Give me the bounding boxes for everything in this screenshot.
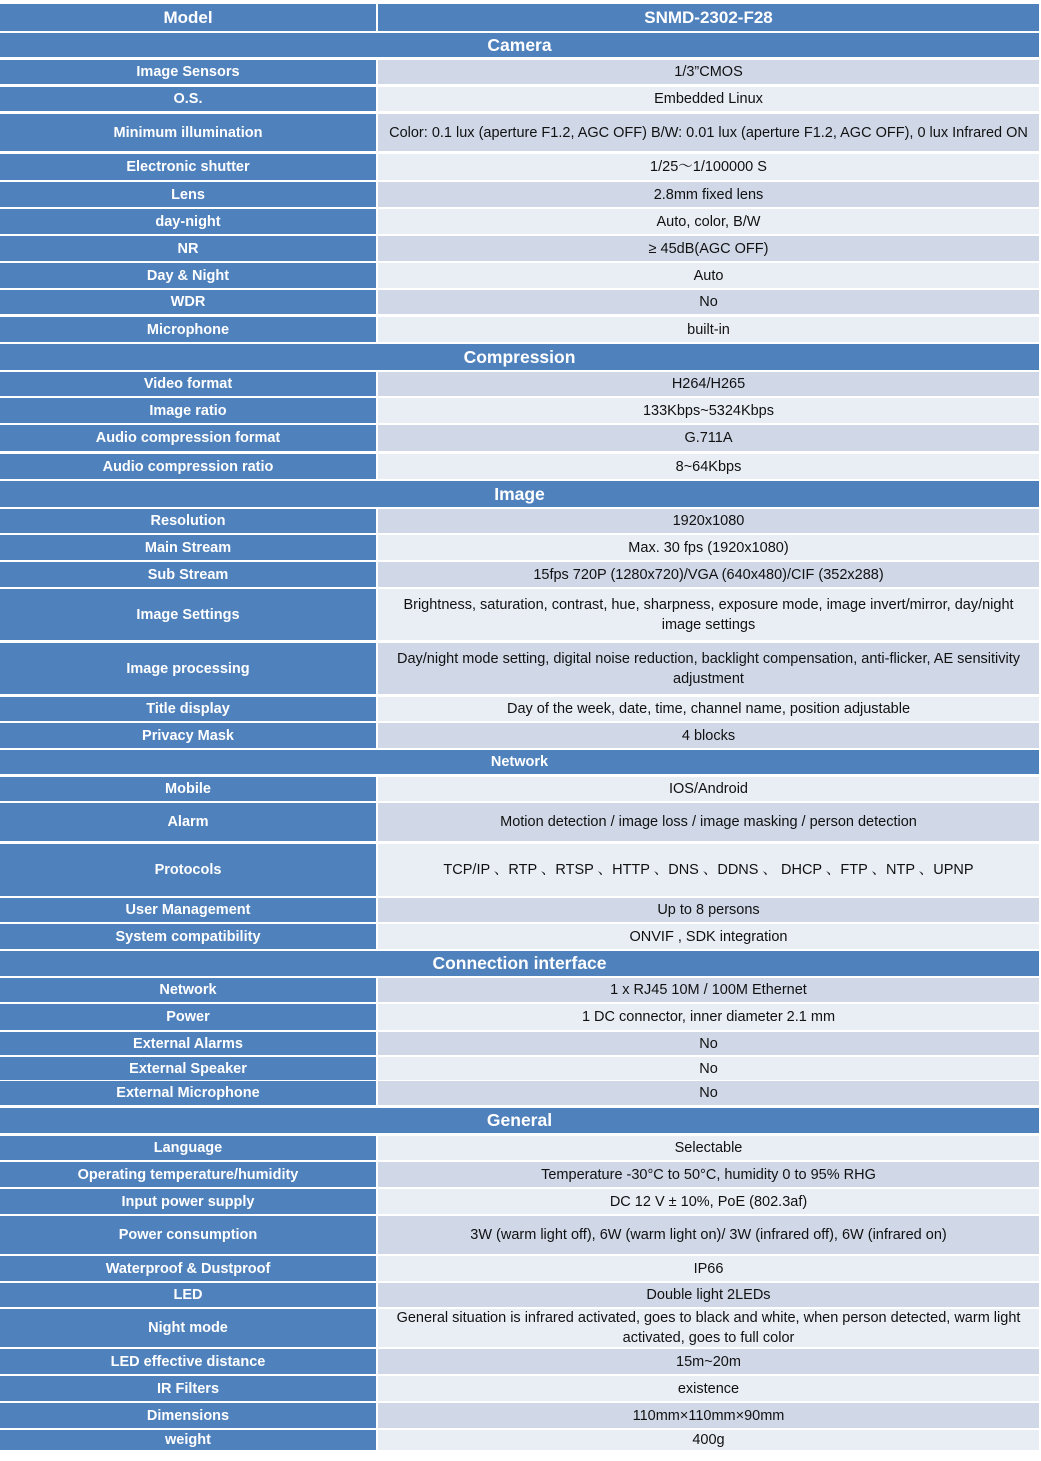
spec-value: Embedded Linux	[378, 87, 1039, 111]
spec-label: Input power supply	[0, 1189, 378, 1214]
spec-row	[0, 803, 1041, 841]
spec-value: H264/H265	[378, 372, 1039, 396]
model-value: SNMD-2302-F28	[378, 4, 1039, 31]
spec-row	[0, 978, 1041, 1002]
spec-value: 15fps 720P (1280x720)/VGA (640x480)/CIF (352x288)	[378, 562, 1039, 587]
spec-value: existence	[378, 1376, 1039, 1401]
spec-label: Image Sensors	[0, 60, 378, 84]
spec-row	[0, 643, 1041, 694]
spec-row	[0, 154, 1041, 180]
spec-value: No	[378, 290, 1039, 314]
spec-value: IP66	[378, 1256, 1039, 1281]
spec-row	[0, 898, 1041, 922]
spec-label: Title display	[0, 697, 378, 721]
spec-row	[0, 1403, 1041, 1428]
spec-row	[0, 372, 1041, 396]
spec-value: No	[378, 1057, 1039, 1080]
spec-value: Auto, color, B/W	[378, 209, 1039, 234]
section-title: Image	[0, 481, 1039, 507]
model-header-row	[0, 4, 1041, 31]
spec-value: built-in	[378, 317, 1039, 342]
spec-value: 4 blocks	[378, 723, 1039, 748]
spec-label: Network	[0, 978, 378, 1002]
spec-label: Main Stream	[0, 535, 378, 560]
spec-row	[0, 87, 1041, 111]
section-row	[0, 481, 1041, 507]
spec-label: User Management	[0, 898, 378, 922]
spec-value: General situation is infrared activated, goes to black and white, when person detected, warm light activated, goes to full color	[378, 1309, 1039, 1347]
spec-label: Privacy Mask	[0, 723, 378, 748]
spec-label: Video format	[0, 372, 378, 396]
spec-label: WDR	[0, 290, 378, 314]
spec-label: Power	[0, 1004, 378, 1030]
spec-label: Image processing	[0, 643, 378, 694]
spec-value: ≥ 45dB(AGC OFF)	[378, 236, 1039, 261]
spec-label: LED effective distance	[0, 1349, 378, 1374]
spec-label: Operating temperature/humidity	[0, 1162, 378, 1187]
spec-value: No	[378, 1081, 1039, 1105]
spec-row	[0, 60, 1041, 84]
spec-row	[0, 263, 1041, 288]
spec-row	[0, 425, 1041, 451]
spec-value: 1/25～1/100000 S	[378, 154, 1039, 180]
spec-label: LED	[0, 1283, 378, 1307]
spec-value: Selectable	[378, 1136, 1039, 1160]
spec-label: Night mode	[0, 1309, 378, 1347]
spec-label: Power consumption	[0, 1216, 378, 1254]
section-title: Network	[0, 750, 1039, 774]
spec-label: Lens	[0, 182, 378, 207]
spec-value: 1920x1080	[378, 509, 1039, 533]
spec-label: Resolution	[0, 509, 378, 533]
spec-row	[0, 777, 1041, 801]
spec-value: Double light 2LEDs	[378, 1283, 1039, 1307]
spec-label: Audio compression ratio	[0, 454, 378, 479]
spec-label: Image ratio	[0, 398, 378, 423]
spec-label: Dimensions	[0, 1403, 378, 1428]
spec-label: Audio compression format	[0, 425, 378, 451]
spec-label: weight	[0, 1430, 378, 1450]
spec-label: System compatibility	[0, 924, 378, 949]
spec-row	[0, 1162, 1041, 1187]
spec-label: IR Filters	[0, 1376, 378, 1401]
spec-label: day-night	[0, 209, 378, 234]
spec-row	[0, 844, 1041, 896]
spec-label: Protocols	[0, 844, 378, 896]
spec-value: Day of the week, date, time, channel name, position adjustable	[378, 697, 1039, 721]
spec-row	[0, 1032, 1041, 1055]
spec-row	[0, 1004, 1041, 1030]
spec-value: ONVIF , SDK integration	[378, 924, 1039, 949]
spec-value: 110mm×110mm×90mm	[378, 1403, 1039, 1428]
spec-value: Brightness, saturation, contrast, hue, sharpness, exposure mode, image invert/mirror, day/night image settings	[378, 589, 1039, 640]
section-row	[0, 33, 1041, 57]
spec-label: External Microphone	[0, 1081, 378, 1105]
spec-row	[0, 209, 1041, 234]
section-row	[0, 750, 1041, 774]
spec-row	[0, 589, 1041, 640]
spec-row	[0, 1081, 1041, 1105]
spec-row	[0, 1057, 1041, 1080]
spec-row	[0, 723, 1041, 748]
spec-value: 15m~20m	[378, 1349, 1039, 1374]
spec-value: Color: 0.1 lux (aperture F1.2, AGC OFF) B/W: 0.01 lux (aperture F1.2, AGC OFF), 0 lux Infrared ON	[378, 114, 1039, 151]
spec-label: External Alarms	[0, 1032, 378, 1055]
spec-row	[0, 1256, 1041, 1281]
spec-row	[0, 1136, 1041, 1160]
spec-label: Day & Night	[0, 263, 378, 288]
spec-value: 133Kbps~5324Kbps	[378, 398, 1039, 423]
spec-row	[0, 924, 1041, 949]
spec-value: Auto	[378, 263, 1039, 288]
spec-row	[0, 1349, 1041, 1374]
spec-row	[0, 236, 1041, 261]
spec-row	[0, 182, 1041, 207]
spec-value: 1 DC connector, inner diameter 2.1 mm	[378, 1004, 1039, 1030]
spec-label: Sub Stream	[0, 562, 378, 587]
spec-row	[0, 1283, 1041, 1307]
spec-row	[0, 562, 1041, 587]
spec-row	[0, 1216, 1041, 1254]
model-label: Model	[0, 4, 378, 31]
spec-label: Mobile	[0, 777, 378, 801]
spec-row	[0, 697, 1041, 721]
spec-label: Image Settings	[0, 589, 378, 640]
spec-label: Electronic shutter	[0, 154, 378, 180]
spec-value: Temperature -30°C to 50°C, humidity 0 to 95% RHG	[378, 1162, 1039, 1187]
spec-row	[0, 1430, 1041, 1450]
spec-row	[0, 1376, 1041, 1401]
spec-value: Day/night mode setting, digital noise reduction, backlight compensation, anti-flicker, AE sensitivity adjustment	[378, 643, 1039, 694]
spec-value: IOS/Android	[378, 777, 1039, 801]
spec-label: O.S.	[0, 87, 378, 111]
section-title: Compression	[0, 344, 1039, 370]
spec-row	[0, 317, 1041, 342]
spec-row	[0, 535, 1041, 560]
spec-label: Alarm	[0, 803, 378, 841]
section-row	[0, 1108, 1041, 1133]
spec-row	[0, 398, 1041, 423]
section-row	[0, 344, 1041, 370]
spec-value: 2.8mm fixed lens	[378, 182, 1039, 207]
spec-row	[0, 290, 1041, 314]
spec-value: 1 x RJ45 10M / 100M Ethernet	[378, 978, 1039, 1002]
spec-value: Motion detection / image loss / image masking / person detection	[378, 803, 1039, 841]
spec-label: Microphone	[0, 317, 378, 342]
spec-value: G.711A	[378, 425, 1039, 451]
spec-value: 1/3”CMOS	[378, 60, 1039, 84]
spec-label: NR	[0, 236, 378, 261]
spec-value: No	[378, 1032, 1039, 1055]
spec-row	[0, 509, 1041, 533]
spec-label: Waterproof & Dustproof	[0, 1256, 378, 1281]
spec-value: 8~64Kbps	[378, 454, 1039, 479]
spec-row	[0, 1189, 1041, 1214]
spec-label: Minimum illumination	[0, 114, 378, 151]
section-title: Camera	[0, 33, 1039, 57]
section-row	[0, 951, 1041, 976]
section-title: General	[0, 1108, 1039, 1133]
section-title: Connection interface	[0, 951, 1039, 976]
spec-value: TCP/IP 、RTP 、RTSP 、HTTP 、DNS 、DDNS 、 DHCP 、FTP 、NTP 、UPNP	[378, 844, 1039, 896]
spec-row	[0, 454, 1041, 479]
spec-label: Language	[0, 1136, 378, 1160]
spec-value: Max. 30 fps (1920x1080)	[378, 535, 1039, 560]
spec-value: 3W (warm light off), 6W (warm light on)/ 3W (infrared off), 6W (infrared on)	[378, 1216, 1039, 1254]
spec-value: Up to 8 persons	[378, 898, 1039, 922]
spec-row	[0, 114, 1041, 151]
spec-value: DC 12 V ± 10%, PoE (802.3af)	[378, 1189, 1039, 1214]
spec-row	[0, 1309, 1041, 1347]
spec-value: 400g	[378, 1430, 1039, 1450]
spec-label: External Speaker	[0, 1057, 378, 1080]
